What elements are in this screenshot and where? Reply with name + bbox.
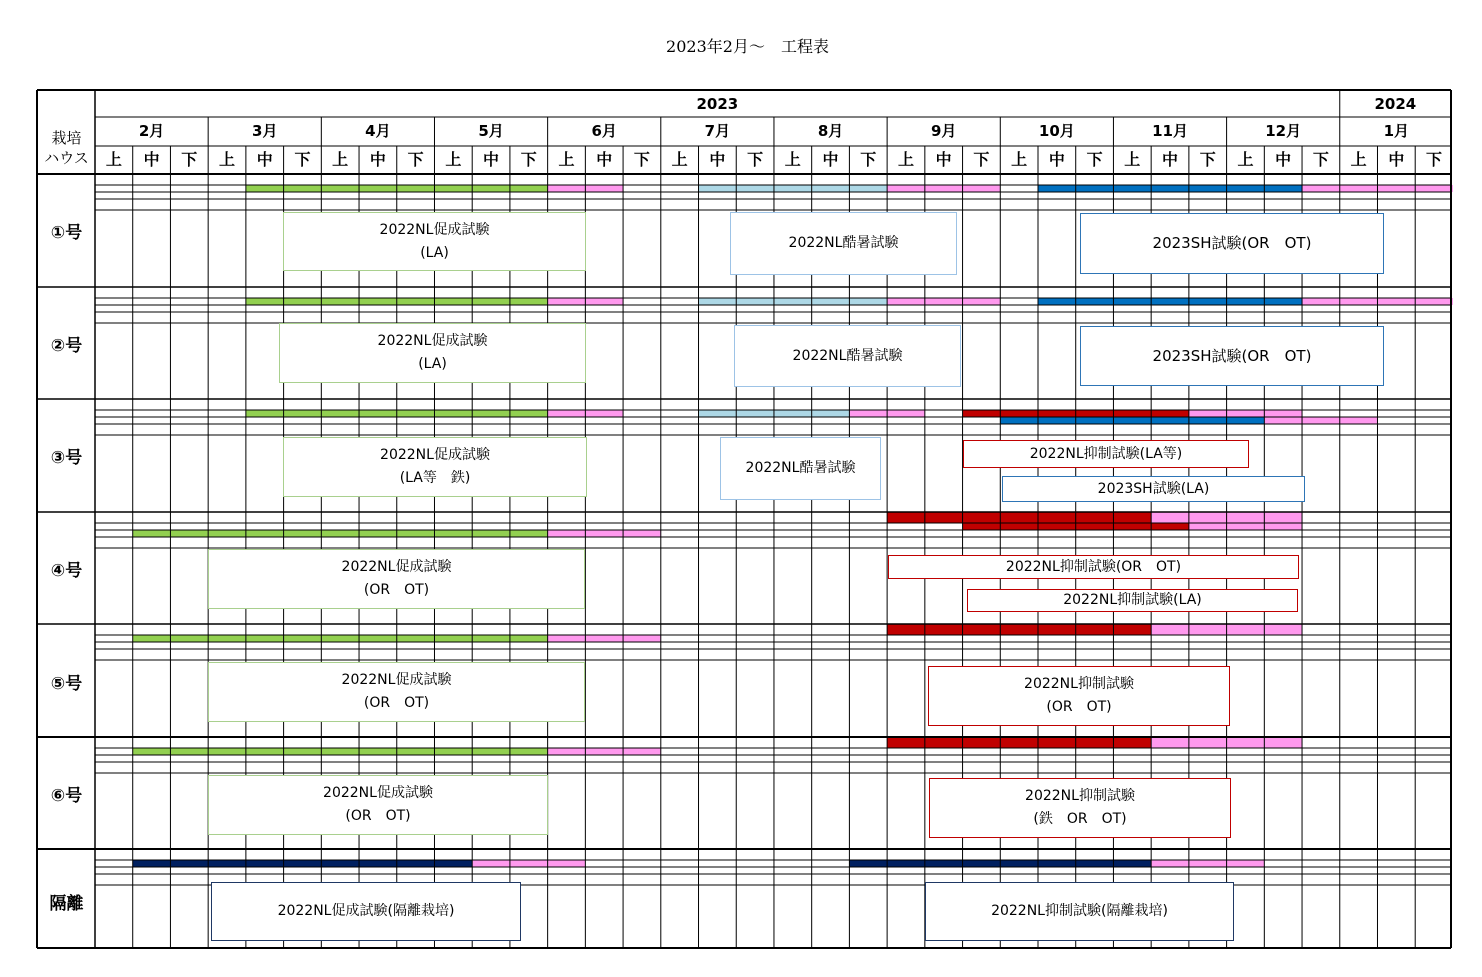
task-box: 2023SH試験(OR OT) [1080, 213, 1384, 274]
row-label-isolation: 隔離 [49, 894, 84, 914]
schedule-bar [1189, 410, 1302, 417]
month-header: 10月 [1038, 122, 1075, 140]
schedule-bar [887, 298, 1000, 305]
row-label-2: ②号 [50, 336, 83, 356]
task-box: 2022NL促成試験 (LA) [283, 212, 586, 271]
dekad-header: 上 [1237, 150, 1254, 169]
month-header: 2月 [138, 122, 165, 140]
dekad-header: 下 [407, 150, 424, 169]
dekad-header: 上 [1350, 150, 1367, 169]
schedule-bar [887, 512, 1151, 523]
dekad-header: 下 [181, 150, 198, 169]
task-box: 2022NL抑制試験(LA等) [963, 440, 1249, 468]
dekad-header: 中 [1162, 150, 1179, 169]
dekad-header: 中 [369, 150, 386, 169]
task-box: 2022NL抑制試験(LA) [967, 589, 1298, 612]
schedule-bar [1264, 417, 1377, 424]
schedule-bar [133, 860, 472, 867]
task-box: 2022NL抑制試験 (OR OT) [928, 666, 1230, 726]
schedule-bar [887, 624, 1151, 635]
dekad-header: 中 [709, 150, 726, 169]
schedule-bar [887, 737, 1151, 748]
task-box: 2022NL促成試験 (LA等 鉄) [283, 437, 587, 497]
dekad-header: 下 [1312, 150, 1329, 169]
year-header: 2023 [696, 95, 739, 113]
task-box: 2022NL抑制試験(隔離栽培) [925, 882, 1234, 941]
task-box: 2023SH試験(OR OT) [1080, 326, 1384, 386]
year-header: 2024 [1374, 95, 1417, 113]
dekad-header: 上 [332, 150, 349, 169]
page-title: 2023年2月～ 工程表 [666, 37, 829, 56]
task-box: 2022NL促成試験 (LA) [279, 323, 586, 383]
dekad-header: 下 [294, 150, 311, 169]
month-header: 7月 [704, 122, 731, 140]
dekad-header: 中 [1388, 150, 1405, 169]
task-box: 2022NL抑制試験(OR OT) [888, 555, 1299, 579]
dekad-header: 中 [143, 150, 160, 169]
schedule-bar [887, 185, 1000, 192]
dekad-header: 上 [445, 150, 462, 169]
schedule-bar [133, 748, 548, 755]
row-label-5: ⑤号 [50, 674, 83, 694]
dekad-header: 下 [860, 150, 877, 169]
schedule-bar [133, 635, 548, 642]
schedule-bar [472, 860, 585, 867]
schedule-bar [548, 748, 661, 755]
dekad-header: 中 [935, 150, 952, 169]
schedule-bar [699, 298, 888, 305]
dekad-header: 上 [558, 150, 575, 169]
schedule-bar [1038, 298, 1302, 305]
schedule-bar [133, 530, 548, 537]
dekad-header: 下 [1199, 150, 1216, 169]
row-label-3: ③号 [50, 448, 83, 468]
schedule-bar [1151, 860, 1264, 867]
header-label: 栽培 ハウス [44, 129, 89, 167]
dekad-header: 中 [256, 150, 273, 169]
task-box: 2022NL促成試験 (OR OT) [208, 662, 585, 722]
task-box: 2022NL抑制試験 (鉄 OR OT) [929, 778, 1231, 838]
dekad-header: 中 [1275, 150, 1292, 169]
task-box: 2022NL酷暑試験 [734, 325, 961, 387]
dekad-header: 下 [633, 150, 650, 169]
dekad-header: 上 [1011, 150, 1028, 169]
row-label-1: ①号 [50, 223, 83, 243]
month-header: 9月 [930, 122, 957, 140]
dekad-header: 中 [596, 150, 613, 169]
month-header: 12月 [1265, 122, 1302, 140]
month-header: 5月 [478, 122, 504, 140]
dekad-header: 上 [671, 150, 688, 169]
schedule-bar [1000, 417, 1264, 424]
task-box: 2022NL促成試験 (OR OT) [208, 775, 548, 835]
schedule-bar [1189, 523, 1302, 530]
dekad-header: 下 [520, 150, 537, 169]
dekad-header: 下 [1426, 150, 1443, 169]
row-label-6: ⑥号 [50, 786, 83, 806]
dekad-header: 中 [1048, 150, 1065, 169]
row-label-4: ④号 [50, 561, 83, 581]
month-header: 3月 [252, 122, 278, 140]
task-box: 2022NL酷暑試験 [720, 437, 881, 500]
task-box: 2023SH試験(LA) [1002, 476, 1305, 502]
month-header: 1月 [1383, 122, 1410, 140]
month-header: 8月 [817, 122, 844, 140]
dekad-header: 下 [973, 150, 990, 169]
dekad-header: 下 [1086, 150, 1103, 169]
dekad-header: 中 [483, 150, 500, 169]
task-box: 2022NL促成試験(隔離栽培) [211, 882, 521, 941]
dekad-header: 上 [1124, 150, 1141, 169]
schedule-bar [699, 185, 888, 192]
month-header: 4月 [365, 122, 391, 140]
schedule-bar [548, 635, 661, 642]
dekad-header: 中 [822, 150, 839, 169]
schedule-bar [1038, 185, 1302, 192]
task-box: 2022NL促成試験 (OR OT) [208, 549, 585, 609]
dekad-header: 上 [219, 150, 236, 169]
dekad-header: 下 [747, 150, 764, 169]
task-box: 2022NL酷暑試験 [730, 212, 957, 275]
dekad-header: 上 [897, 150, 914, 169]
schedule-bar [548, 530, 661, 537]
month-header: 6月 [591, 122, 617, 140]
dekad-header: 上 [784, 150, 801, 169]
month-header: 11月 [1152, 122, 1188, 140]
dekad-header: 上 [105, 150, 122, 169]
